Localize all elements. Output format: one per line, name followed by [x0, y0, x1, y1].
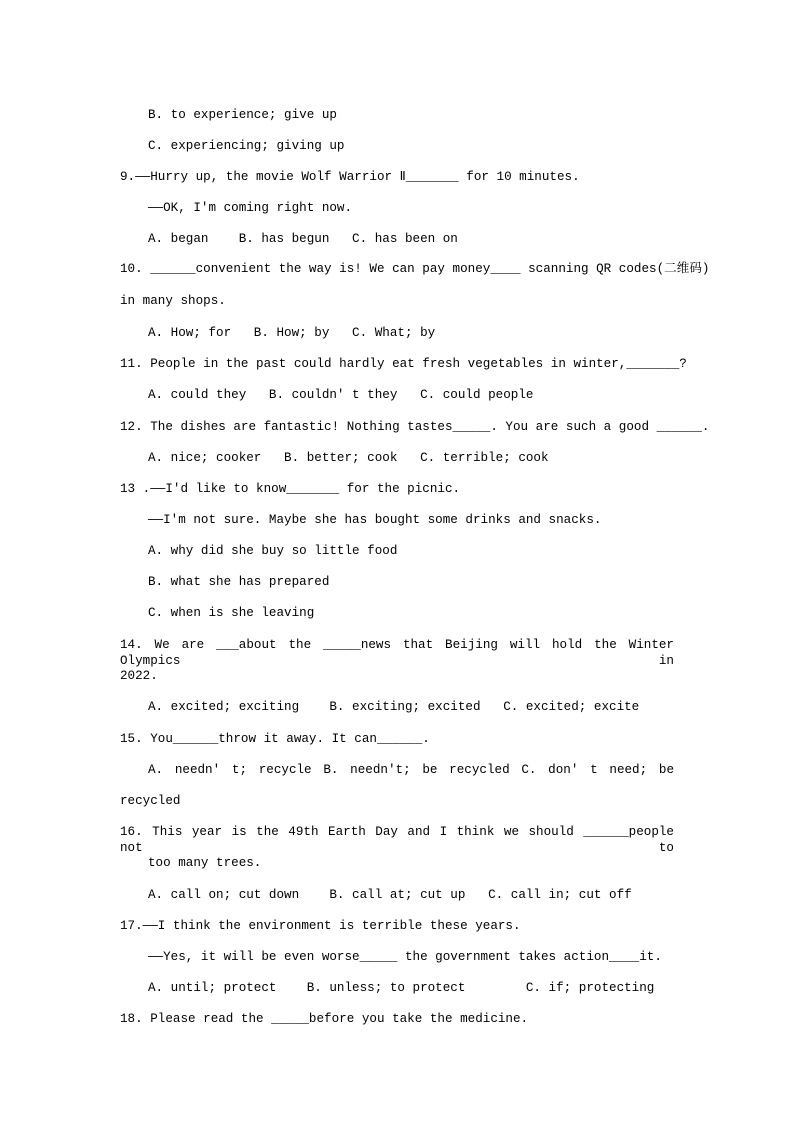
- options-16: A. call on; cut down B. call at; cut up C. call in; cut off: [148, 888, 632, 902]
- options-14: A. excited; exciting B. exciting; excited C. excited; excite: [148, 700, 640, 714]
- question-10: 10. ______convenient the way is! We can pay money____ scanning QR codes(二维码): [120, 262, 710, 276]
- options-15: A. needn' t; recycle B. needn't; be recycled C. don' t need; be: [148, 763, 674, 777]
- question-10-cont: in many shops.: [120, 294, 226, 308]
- option-line: C. experiencing; giving up: [148, 139, 345, 153]
- question-13: 13 .——I'd like to know_______ for the picnic.: [120, 482, 461, 496]
- options-11: A. could they B. couldn' t they C. could people: [148, 388, 534, 402]
- question-18: 18. Please read the _____before you take the medicine.: [120, 1012, 529, 1026]
- option-line: B. what she has prepared: [148, 575, 330, 589]
- options-15-cont: recycled: [120, 794, 181, 808]
- question-14-cont: 2022.: [120, 669, 158, 683]
- options-9: A. began B. has begun C. has been on: [148, 232, 458, 246]
- dialogue-line: ——OK, I'm coming right now.: [148, 201, 353, 215]
- options-12: A. nice; cooker B. better; cook C. terrible; cook: [148, 451, 549, 465]
- dialogue-line: ——I'm not sure. Maybe she has bought some drinks and snacks.: [148, 513, 602, 527]
- question-16-cont: too many trees.: [148, 856, 262, 870]
- question-9: 9.——Hurry up, the movie Wolf Warrior Ⅱ_______ for 10 minutes.: [120, 170, 580, 184]
- option-line: A. why did she buy so little food: [148, 544, 398, 558]
- options-10: A. How; for B. How; by C. What; by: [148, 326, 436, 340]
- dialogue-line: ——Yes, it will be even worse_____ the government takes action____it.: [148, 950, 662, 964]
- question-12: 12. The dishes are fantastic! Nothing tastes_____. You are such a good ______.: [120, 420, 710, 434]
- question-15: 15. You______throw it away. It can______.: [120, 732, 430, 746]
- question-14: 14. We are ___about the _____news that Beijing will hold the Winter Olympics in: [120, 638, 674, 668]
- question-11: 11. People in the past could hardly eat fresh vegetables in winter,_______?: [120, 357, 687, 371]
- options-17: A. until; protect B. unless; to protect C. if; protecting: [148, 981, 655, 995]
- option-line: C. when is she leaving: [148, 606, 315, 620]
- question-17: 17.——I think the environment is terrible these years.: [120, 919, 521, 933]
- question-16: 16. This year is the 49th Earth Day and I think we should ______people not to: [120, 825, 674, 855]
- option-line: B. to experience; give up: [148, 108, 337, 122]
